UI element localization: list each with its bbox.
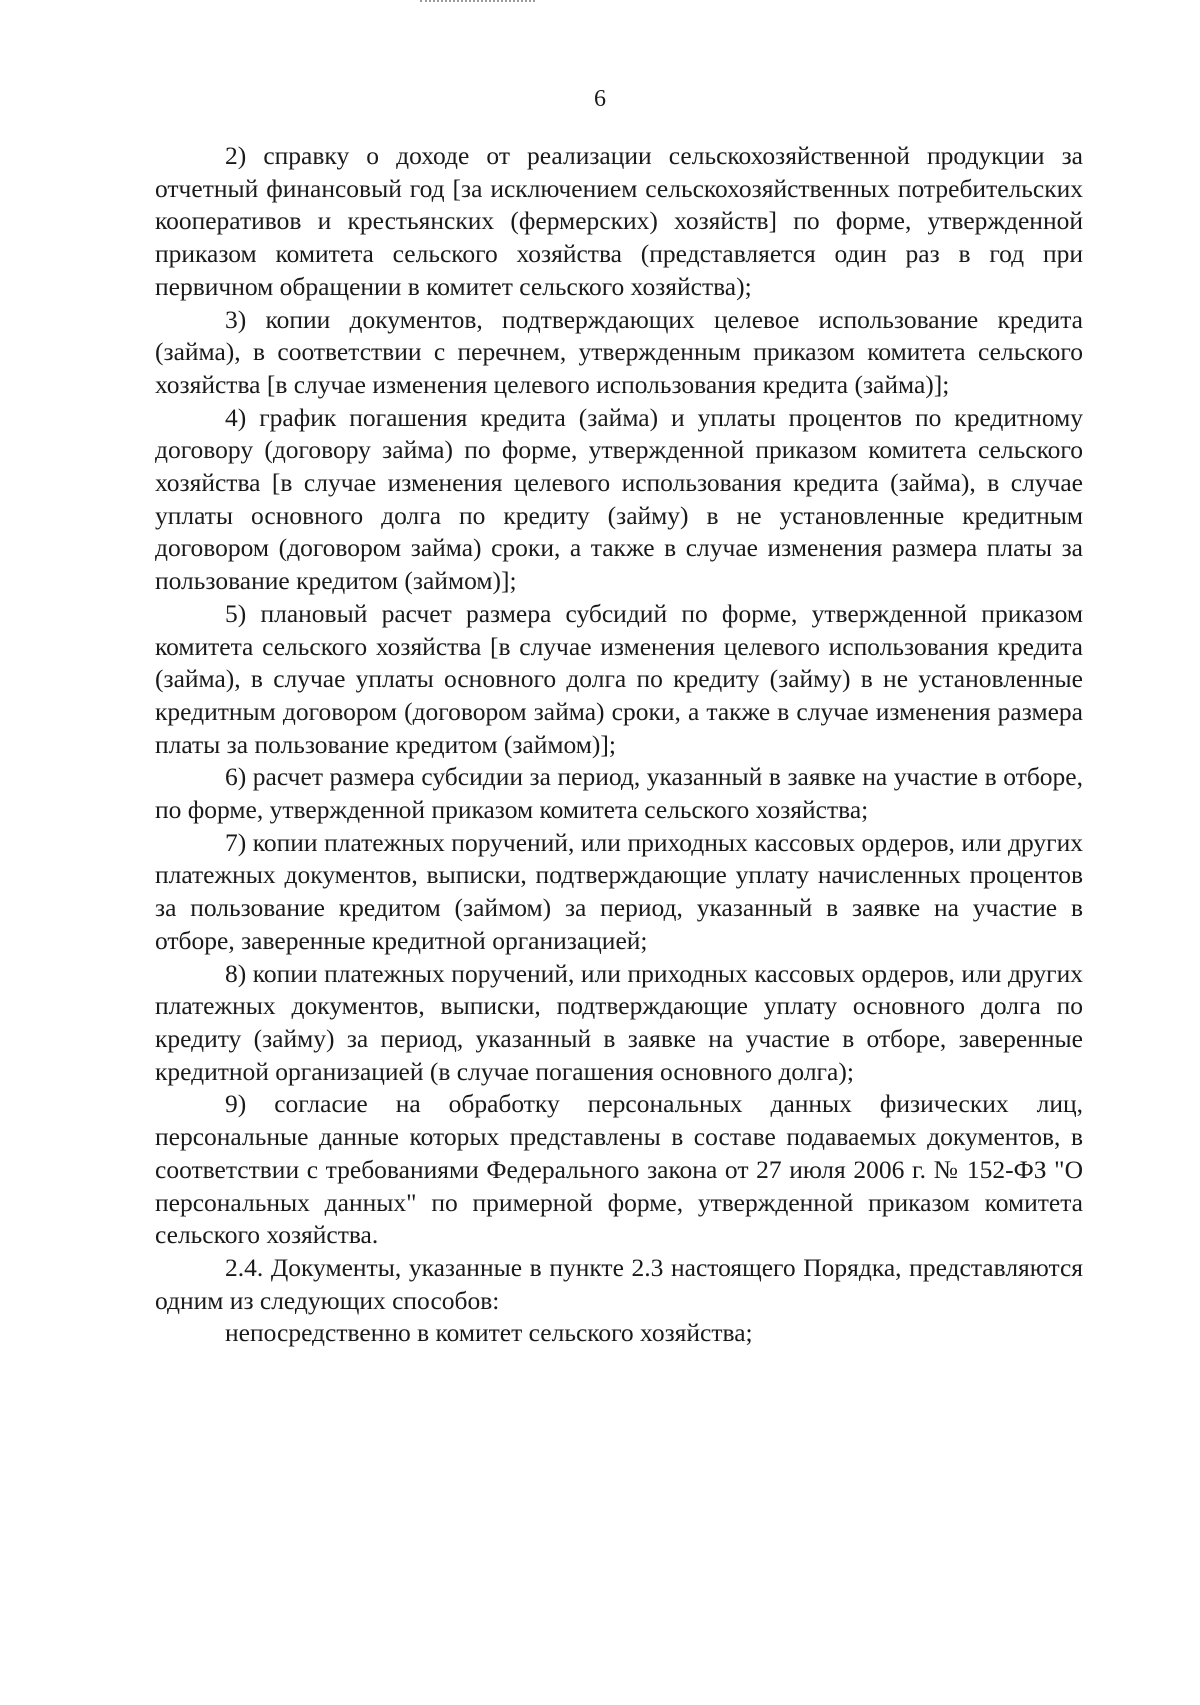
- paragraph-item-8: 8) копии платежных поручений, или приходных кассовых ордеров, или других платежных документов, выписки, подтверждающие уплату основного долга по кредиту (займу) за период, указанный в заявке на участие в отборе, заверенные кредитной организацией (в случае погашения основного долга);: [155, 958, 1083, 1086]
- paragraph-item-7: 7) копии платежных поручений, или приходных кассовых ордеров, или других платежных документов, выписки, подтверждающие уплату начисленных процентов за пользование кредитом (займом) за период, указанный в заявке на участие в отборе, заверенные кредитной организацией;: [155, 827, 1083, 955]
- paragraph-item-5: 5) плановый расчет размера субсидий по форме, утвержденной приказом комитета сельского хозяйства [в случае изменения целевого использования кредита (займа), в случае уплаты основного долга по кредиту (займу) в не установленные кредитным договором (договором займа) сроки, а также в случае изменения размера платы за пользование кредитом (займом)];: [155, 598, 1083, 759]
- scan-edge-mark: [420, 0, 535, 4]
- document-body: [155, 140, 1083, 1350]
- paragraph-item-9: 9) согласие на обработку персональных данных физических лиц, персональные данные которых представлены в составе подаваемых документов, в соответствии с требованиями Федерального закона от 27 июля 2006 г. № 152-ФЗ "О персональных данных" по примерной форме, утвержденной приказом комитета сельского хозяйства.: [155, 1089, 1083, 1250]
- paragraph-item-2: 2) справку о доходе от реализации сельскохозяйственной продукции за отчетный финансовый год [за исключением сельскохозяйственных потребительских кооперативов и крестьянских (фермерских) хозяйств] по форме, утвержденной приказом комитета сельского хозяйства (представляется один раз в год при первичном обращении в комитет сельского хозяйства);: [155, 141, 1083, 301]
- paragraph-item-6: 6) расчет размера субсидии за период, указанный в заявке на участие в отборе, по форме, утвержденной приказом комитета сельского хозяйства;: [155, 762, 1083, 825]
- page-number: 6: [594, 86, 606, 112]
- paragraph-section-2-4: 2.4. Документы, указанные в пункте 2.3 настоящего Порядка, представляются одним из следующих способов:: [155, 1252, 1083, 1315]
- paragraph-item-3: 3) копии документов, подтверждающих целевое использование кредита (займа), в соответствии с перечнем, утвержденным приказом комитета сельского хозяйства [в случае изменения целевого использования кредита (займа)];: [155, 304, 1083, 399]
- paragraph-method-direct: непосредственно в комитет сельского хозяйства;: [225, 1318, 753, 1348]
- paragraph-item-4: 4) график погашения кредита (займа) и уплаты процентов по кредитному договору (договору займа) по форме, утвержденной приказом комитета сельского хозяйства [в случае изменения целевого использования кредита (займа), в случае уплаты основного долга по кредиту (займу) в не установленные кредитным договором (договором займа) сроки, а также в случае изменения размера платы за пользование кредитом (займом)];: [155, 402, 1083, 596]
